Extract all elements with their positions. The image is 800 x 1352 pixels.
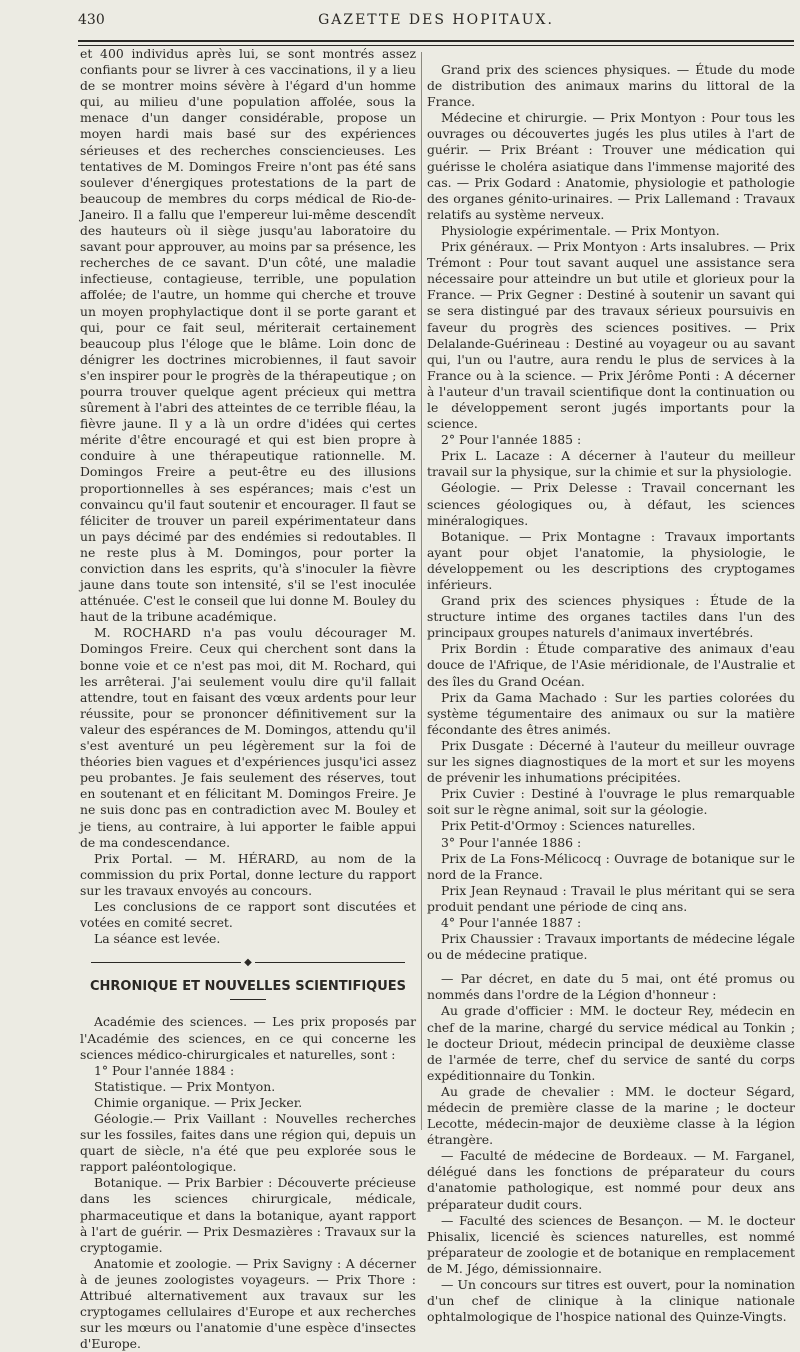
paragraph: 4° Pour l'année 1887 : [441,914,582,930]
speaker-name: M. ROCHARD [94,625,191,641]
paragraph: Prix de La Fons-Mélicocq : Ouvrage de botanique sur le nord de la France. [427,850,795,882]
paragraph: Les conclusions de ce rapport sont discutées et votées en comité secret. [80,898,416,931]
paragraph: Prix Jean Reynaud : Travail le plus méritant qui se sera produit pendant une période de cinq ans. [427,882,795,914]
paragraph: Grand prix des sciences physiques. — Étude du mode de distribution des animaux marins du littoral de la France. [427,62,795,110]
paragraph-text: n'a pas voulu décourager M. Domingos Freire. Ceux qui cherchent sont dans la bonne voie et ce n'est pas moi, dit M. Rochard, qui les arrêterai. J'ai seulement voulu dire qu'il fallait attendre, tout en faisant des vœux ardents pour leur réussite, pour se prononcer définitivement sur la valeur des espérances de M. Domingos, attendu qu'il s'est aventuré un peu légèrement sur la foi de théories bien vagues et d'expériences jusqu'ici assez peu probantes. Je fais seulement des réserves, tout en soutenant et en félicitant M. Domingos Freire. Je ne suis donc pas en contradiction avec M. Bouley et je tiens, au contraire, à lui apporter le faible appui de ma condescendance. [80,625,416,850]
paragraph: La séance est levée. [94,931,221,947]
paragraph: et 400 individus après lui, se sont montrés assez confiants pour se livrer à ces vaccinations, il y a lieu de se montrer moins sévère à l'égard d'un homme qui, au milieu d'une population affolée, sous la menace d'un danger considérable, propose un moyen hardi mais basé sur des expériences sérieuses et des recherches consciencieuses. Les tentatives de M. Domingos Freire n'ont pas été sans soulever d'énergiques protestations de la part de beaucoup de membres du corps médical de Rio-de-Janeiro. Il a fallu que l'empereur lui-même descendît des hauteurs où il siège jusqu'au laboratoire du savant pour approuver, au moins par sa présence, les recherches de ce savant. D'un côté, une maladie infectieuse, contagieuse, terrible, une population affolée; de l'autre, un homme qui cherche et trouve un moyen prophylactique dont il se porte garant et qui, pour ce fait seul, mériterait certainement beaucoup plus l'éloge que le blâme. Loin donc de dénigrer les doctrines microbiennes, il faut savoir s'en inspirer pour le progrès de la thérapeutique ; on pourra trouver quelque agent précieux qui mettra sûrement à l'abri des atteintes de ce terrible fléau, la fièvre jaune. Il y a là un ordre d'idées qui certes mérite d'être encouragé et qui est bien propre à conduire à une thérapeutique rationnelle. M. Domingos Freire a peut-être eu des illusions proportionnelles à ses espérances; mais c'est un convaincu qu'il faut soutenir et encourager. Il faut se féliciter de trouver un pareil expérimentateur dans un pays décimé par des endémies si redoutables. Il ne reste plus à M. Domingos, pour porter la conviction dans les esprits, qu'à s'inoculer la fièvre jaune dans toute son intensité, s'il se l'est inoculée atténuée. C'est le conseil que lui donne M. Bouley du haut de la tribune académique. [80,46,416,625]
paragraph: Prix da Gama Machado : Sur les parties colorées du système tégumentaire des animaux ou sur la matière fécondante des êtres animés. [427,689,795,737]
column-divider [421,52,422,1130]
page-header [78,12,794,34]
right-column [427,62,795,1325]
paragraph: Prix généraux. — Prix Montyon : Arts insalubres. — Prix Trémont : Pour tout savant auquel une assistance sera nécessaire pour atteindre un but utile et glorieux pour la France. — Prix Gegner : Destiné à soutenir un savant qui se sera distingué par des travaux sérieux poursuivis en faveur du progrès des sciences positives. — Prix Delalande-Guérineau : Destiné au voyageur ou au savant qui, l'un ou l'autre, aura rendu le plus de services à la France ou à la science. — Prix Jérôme Ponti : A décerner à l'auteur d'un travail scientifique dont la continuation ou le développement seront jugés importants pour la science. [427,239,795,432]
paragraph: — Un concours sur titres est ouvert, pour la nomination d'un chef de clinique à la clinique nationale ophtalmologique de l'hospice national des Quinze-Vingts. [427,1277,795,1325]
paragraph: 3° Pour l'année 1886 : [441,834,582,850]
paragraph: Au grade de chevalier : MM. le docteur Ségard, médecin de première classe de la marine ; le docteur Lecotte, médecin-major de deuxième classe à la légion étrangère. [427,1083,795,1148]
paragraph: — Par décret, en date du 5 mai, ont été promus ou nommés dans l'ordre de la Légion d'honneur : [427,971,795,1003]
section-divider: ◆ [80,955,416,971]
paragraph: Chimie organique. — Prix Jecker. [94,1094,303,1110]
paragraph: Anatomie et zoologie. — Prix Savigny : A décerner à de jeunes zoologistes voyageurs. — Prix Thore : Attribué alternativement aux travaux sur les cryptogames cellulaires d'Europe et aux recherches sur les mœurs ou l'anatomie d'une espèce d'insectes d'Europe. [80,1255,416,1352]
paragraph: Grand prix des sciences physiques : Étude de la structure intime des organes tactiles dans l'un des principaux groupes naturels d'animaux invertébrés. [427,593,795,641]
paragraph: — Faculté de médecine de Bordeaux. — M. Farganel, délégué dans les fonctions de préparateur du cours d'anatomie pathologique, est nommé pour deux ans préparateur dudit cours. [427,1148,795,1212]
paragraph: 1° Pour l'année 1884 : [94,1062,235,1078]
paragraph: Prix Bordin : Étude comparative des animaux d'eau douce de l'Afrique, de l'Asie méridionale, de l'Australie et des îles du Grand Océan. [427,641,795,689]
title-rule [230,999,266,1000]
paragraph [80,625,416,850]
paragraph: Statistique. — Prix Montyon. [94,1078,276,1094]
paragraph: Académie des sciences. — Les prix proposés par l'Académie des sciences, en ce qui concerne les sciences médico-chirurgicales et naturelles, sont : [80,1014,416,1062]
paragraph: Prix L. Lacaze : A décerner à l'auteur du meilleur travail sur la physique, sur la chimie et sur la physiologie. [427,448,795,480]
paragraph: Médecine et chirurgie. — Prix Montyon : Pour tous les ouvrages ou découvertes jugés les plus utiles à l'art de guérir. — Prix Bréant : Trouver une médication qui guérisse le choléra asiatique dans l'immense majorité des cas. — Prix Godard : Anatomie, physiologie et pathologie des organes génito-urinaires. — Prix Lallemand : Travaux relatifs au système nerveux. [427,110,795,222]
paragraph: Prix Chaussier : Travaux importants de médecine légale ou de médecine pratique. [427,931,795,963]
paragraph: — Faculté des sciences de Besançon. — M. le docteur Phisalix, licencié ès sciences naturelles, est nommé préparateur de zoologie et de botanique en remplacement de M. Jégo, démissionnaire. [427,1212,795,1276]
paragraph: Au grade d'officier : MM. le docteur Rey, médecin en chef de la marine, chargé du service médical au Tonkin ; le docteur Driout, médecin principal de deuxième classe de l'armée de terre, chef du service de santé du corps expéditionnaire du Tonkin. [427,1003,795,1083]
paragraph: Prix Dusgate : Décerné à l'auteur du meilleur ouvrage sur les signes diagnostiques de la mort et sur les moyens de prévenir les inhumations précipitées. [427,737,795,786]
paragraph-text: au nom de la commission du prix Portal, donne lecture du rapport sur les travaux envoyés au concours. [80,850,416,898]
page-number: 430 [78,12,105,28]
paragraph: Prix Petit-d'Ormoy : Sciences naturelles. [441,818,696,834]
paragraph: Géologie. — Prix Delesse : Travail concernant les sciences géologiques ou, à défaut, les sciences minéralogiques. [427,480,795,528]
paragraph: Physiologie expérimentale. — Prix Montyon. [441,222,720,238]
page-title: GAZETTE DES HOPITAUX. [318,12,554,28]
prize-heading: Prix Portal. — M. HÉRARD, [94,850,299,866]
paragraph: Géologie.— Prix Vaillant : Nouvelles recherches sur les fossiles, faites dans une région qui, depuis un quart de siècle, n'a été que peu explorée sous le rapport paléontologique. [80,1111,416,1175]
paragraph [80,851,416,899]
left-column [80,46,416,1352]
paragraph: 2° Pour l'année 1885 : [441,432,582,448]
header-rule [78,40,794,42]
paragraph: Botanique. — Prix Montagne : Travaux importants ayant pour objet l'anatomie, la physiologie, le développement ou les descriptions des cryptogames inférieurs. [427,528,795,592]
section-title: CHRONIQUE ET NOUVELLES SCIENTIFIQUES [89,979,407,995]
paragraph: Prix Cuvier : Destiné à l'ouvrage le plus remarquable soit sur le règne animal, soit sur la géologie. [427,786,795,818]
paragraph: Botanique. — Prix Barbier : Découverte précieuse dans les sciences chirurgicale, médicale, pharmaceutique et dans la botanique, ayant rapport à l'art de guérir. — Prix Desmazières : Travaux sur la cryptogamie. [80,1175,416,1255]
